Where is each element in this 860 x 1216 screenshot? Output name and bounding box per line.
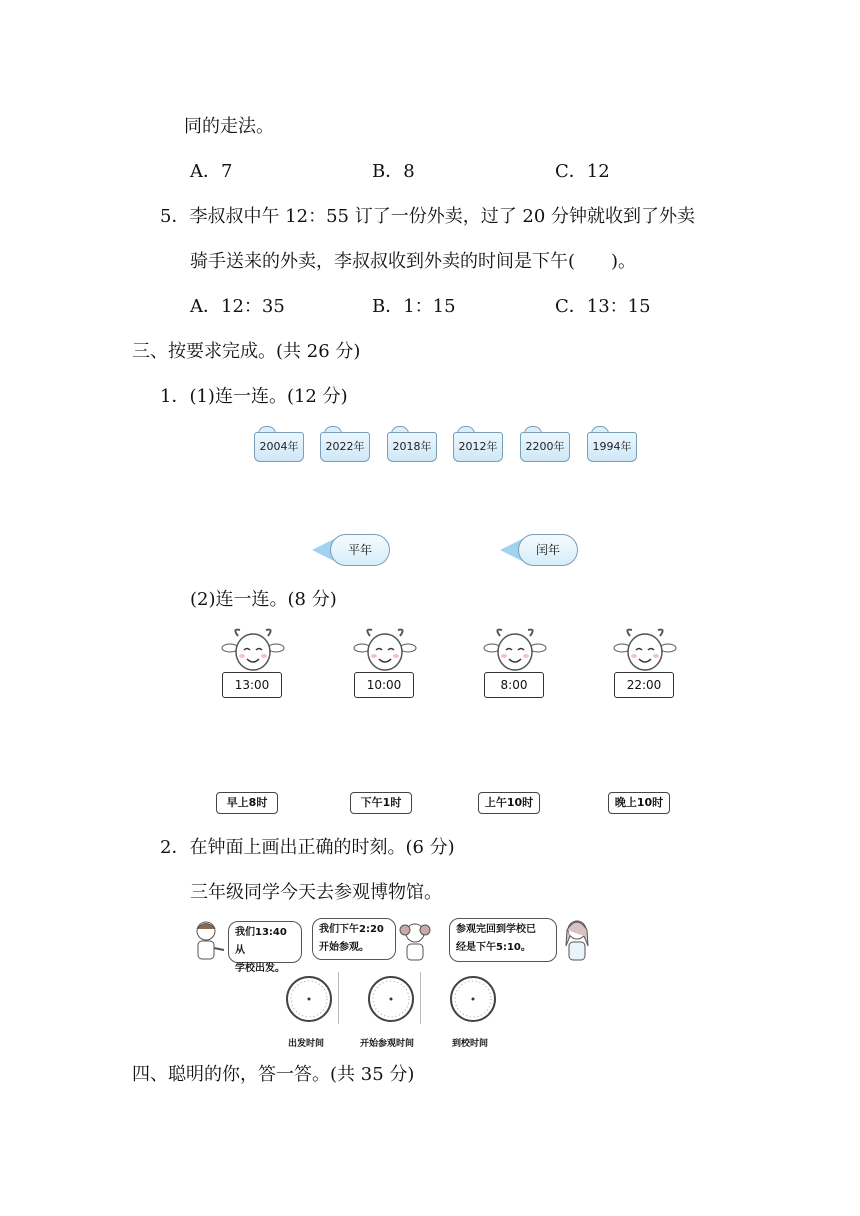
q5-line2: 骑手送来的外卖，李叔叔收到外卖的时间是下午( )。 — [190, 251, 637, 272]
girl-icon — [560, 916, 594, 964]
girl-icon — [398, 920, 432, 964]
clock-face-icon[interactable] — [366, 974, 416, 1024]
year-label: 2200年 — [520, 432, 570, 462]
year-tag[interactable] — [320, 426, 370, 462]
dial-label: 到校时间 — [452, 1039, 489, 1049]
speech-bubble — [449, 918, 557, 962]
time-word-box[interactable]: 下午1时 — [350, 792, 412, 814]
clock-face-icon[interactable] — [448, 974, 498, 1024]
q5-option-c: C．13：15 — [555, 296, 651, 317]
q4-option-c: C．12 — [555, 161, 610, 182]
year-type-blimp[interactable] — [312, 528, 390, 570]
speech-line: 我们13:40从 — [235, 927, 287, 956]
q4-option-a: A．7 — [190, 161, 233, 182]
clock-time-box[interactable]: 13:00 — [222, 672, 282, 698]
speech-bubble — [228, 921, 302, 974]
year-label: 2022年 — [320, 432, 370, 462]
section3-title: 三、按要求完成。(共 26 分) — [132, 341, 361, 362]
divider — [338, 972, 339, 1024]
q5-line1: 5．李叔叔中午 12：55 订了一份外卖，过了 20 分钟就收到了外卖 — [160, 206, 696, 227]
divider — [420, 972, 421, 1024]
s3-q1b-title: (2)连一连。(8 分) — [190, 589, 337, 610]
time-word-box[interactable]: 晚上10时 — [608, 792, 670, 814]
speech-line: 学校出发。 — [235, 963, 285, 974]
q5-option-a: A．12：35 — [190, 296, 285, 317]
clock-time-box[interactable]: 22:00 — [614, 672, 674, 698]
year-label: 2012年 — [453, 432, 503, 462]
dial-label: 开始参观时间 — [360, 1039, 415, 1049]
speech-line: 参观完回到学校已 — [456, 924, 536, 935]
time-word-box[interactable]: 早上8时 — [216, 792, 278, 814]
speech-line: 我们下午2:20 — [319, 924, 384, 935]
year-label: 2018年 — [387, 432, 437, 462]
s3-q2-title: 2．在钟面上画出正确的时刻。(6 分) — [160, 837, 455, 858]
year-tag[interactable] — [254, 426, 304, 462]
clock-time-box[interactable]: 10:00 — [354, 672, 414, 698]
year-type-label: 闰年 — [518, 534, 578, 566]
speech-line: 经是下午5:10。 — [456, 942, 531, 953]
speech-line: 开始参观。 — [319, 942, 369, 953]
year-tag[interactable] — [453, 426, 503, 462]
year-type-label: 平年 — [330, 534, 390, 566]
clock-time-box[interactable]: 8:00 — [484, 672, 544, 698]
s3-q2-intro: 三年级同学今天去参观博物馆。 — [190, 882, 442, 903]
section4-title: 四、聪明的你，答一答。(共 35 分) — [132, 1064, 415, 1085]
q5-option-b: B．1：15 — [372, 296, 456, 317]
year-tag[interactable] — [387, 426, 437, 462]
boy-icon — [192, 920, 226, 964]
year-tag[interactable] — [520, 426, 570, 462]
q4-tail-text: 同的走法。 — [184, 116, 274, 137]
s3-q1-title: 1．(1)连一连。(12 分) — [160, 386, 348, 407]
dial-label: 出发时间 — [288, 1039, 325, 1049]
year-tag[interactable] — [587, 426, 637, 462]
year-type-blimp[interactable] — [500, 528, 578, 570]
time-word-box[interactable]: 上午10时 — [478, 792, 540, 814]
year-label: 1994年 — [587, 432, 637, 462]
q4-option-b: B．8 — [372, 161, 415, 182]
year-label: 2004年 — [254, 432, 304, 462]
speech-bubble — [312, 918, 396, 960]
clock-face-icon[interactable] — [284, 974, 334, 1024]
